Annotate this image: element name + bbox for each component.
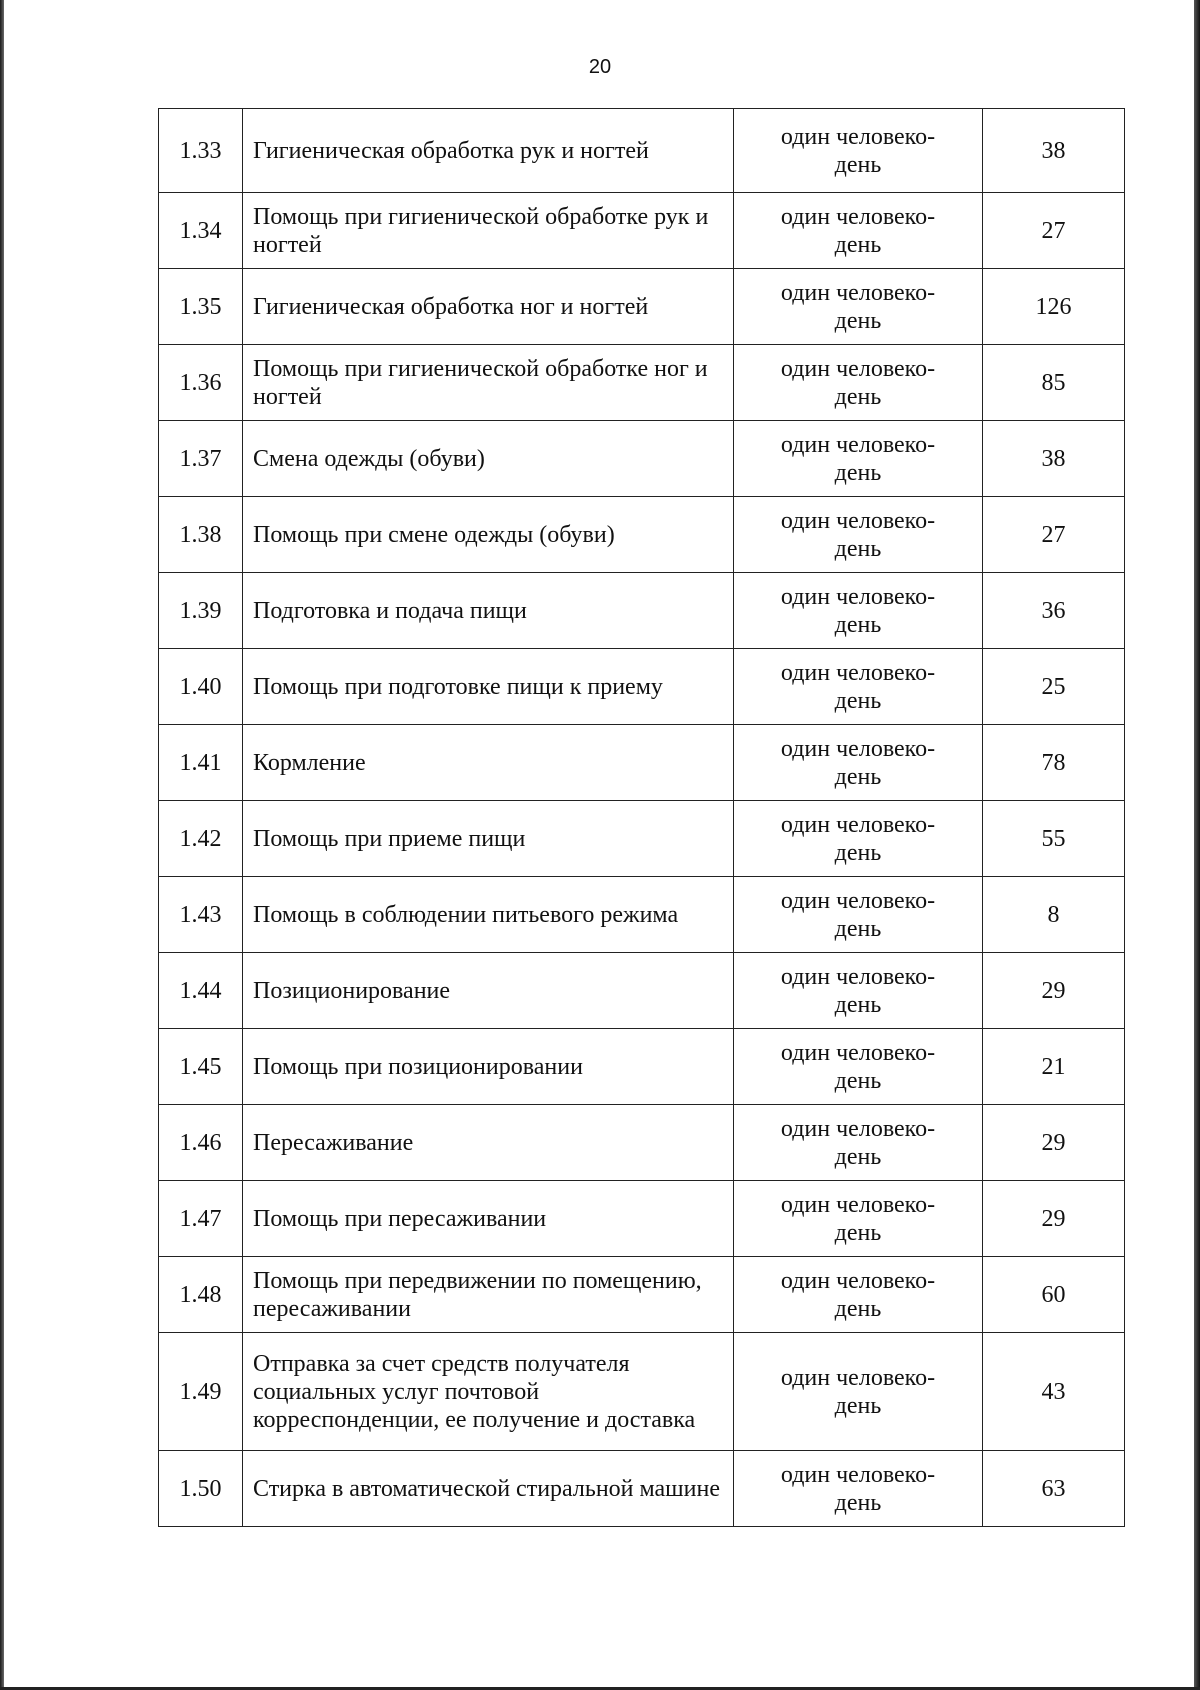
- unit-cell: [734, 801, 983, 877]
- row-number-cell: 1.43: [159, 877, 243, 953]
- table-row: [159, 1451, 1125, 1527]
- price-cell: 8: [983, 877, 1125, 953]
- service-name-cell: Помощь в соблюдении питьевого режима: [243, 877, 734, 953]
- unit-line: день: [834, 459, 882, 486]
- price-cell: 63: [983, 1451, 1125, 1527]
- unit-cell: [734, 1105, 983, 1181]
- price-cell: 29: [983, 953, 1125, 1029]
- unit-cell: [734, 573, 983, 649]
- table-row: [159, 1181, 1125, 1257]
- unit-line: день: [834, 611, 882, 638]
- price-cell: 60: [983, 1257, 1125, 1333]
- table-row: [159, 801, 1125, 877]
- unit-cell: [734, 877, 983, 953]
- row-number-cell: 1.42: [159, 801, 243, 877]
- row-number-cell: 1.45: [159, 1029, 243, 1105]
- unit-line: один человеко-: [780, 811, 936, 838]
- service-name-cell: Помощь при смене одежды (обуви): [243, 497, 734, 573]
- table-row: [159, 1333, 1125, 1451]
- unit-cell: [734, 725, 983, 801]
- service-name-cell: Кормление: [243, 725, 734, 801]
- unit-line: один человеко-: [780, 887, 936, 914]
- services-table-body: [159, 109, 1125, 1527]
- row-number-cell: 1.46: [159, 1105, 243, 1181]
- services-table: [158, 108, 1125, 1527]
- unit-line: один человеко-: [780, 1461, 936, 1488]
- service-name-cell: Помощь при приеме пищи: [243, 801, 734, 877]
- table-row: [159, 193, 1125, 269]
- scan-edge-left: [0, 0, 4, 1690]
- unit-line: один человеко-: [780, 583, 936, 610]
- table-row: [159, 725, 1125, 801]
- table-row: [159, 497, 1125, 573]
- service-name-cell: Помощь при гигиенической обработке ног и ногтей: [243, 345, 734, 421]
- price-cell: 85: [983, 345, 1125, 421]
- page-number: 20: [588, 56, 612, 78]
- price-cell: 21: [983, 1029, 1125, 1105]
- price-cell: 78: [983, 725, 1125, 801]
- unit-line: один человеко-: [780, 431, 936, 458]
- row-number-cell: 1.39: [159, 573, 243, 649]
- table-row: [159, 1029, 1125, 1105]
- unit-line: один человеко-: [780, 735, 936, 762]
- price-cell: 27: [983, 193, 1125, 269]
- row-number-cell: 1.48: [159, 1257, 243, 1333]
- unit-cell: [734, 193, 983, 269]
- unit-line: день: [834, 231, 882, 258]
- unit-line: день: [834, 687, 882, 714]
- unit-line: день: [834, 535, 882, 562]
- table-row: [159, 269, 1125, 345]
- unit-cell: [734, 269, 983, 345]
- price-cell: 43: [983, 1333, 1125, 1451]
- unit-line: один человеко-: [780, 1039, 936, 1066]
- unit-line: день: [834, 1392, 882, 1419]
- row-number-cell: 1.37: [159, 421, 243, 497]
- service-name-cell: Подготовка и подача пищи: [243, 573, 734, 649]
- price-cell: 25: [983, 649, 1125, 725]
- row-number-cell: 1.47: [159, 1181, 243, 1257]
- row-number-cell: 1.49: [159, 1333, 243, 1451]
- unit-line: один человеко-: [780, 659, 936, 686]
- unit-cell: [734, 953, 983, 1029]
- table-row: [159, 109, 1125, 193]
- unit-line: день: [834, 1067, 882, 1094]
- price-cell: 29: [983, 1181, 1125, 1257]
- service-name-cell: Пересаживание: [243, 1105, 734, 1181]
- price-cell: 126: [983, 269, 1125, 345]
- price-cell: 38: [983, 109, 1125, 193]
- price-cell: 29: [983, 1105, 1125, 1181]
- unit-line: день: [834, 1143, 882, 1170]
- unit-line: день: [834, 151, 882, 178]
- scan-edge-right: [1194, 0, 1200, 1690]
- row-number-cell: 1.40: [159, 649, 243, 725]
- price-cell: 27: [983, 497, 1125, 573]
- unit-cell: [734, 109, 983, 193]
- unit-cell: [734, 345, 983, 421]
- service-name-cell: Помощь при передвижении по помещению, пересаживании: [243, 1257, 734, 1333]
- row-number-cell: 1.35: [159, 269, 243, 345]
- unit-line: день: [834, 915, 882, 942]
- unit-line: один человеко-: [780, 1267, 936, 1294]
- unit-cell: [734, 649, 983, 725]
- table-row: [159, 953, 1125, 1029]
- table-row: [159, 1257, 1125, 1333]
- unit-line: один человеко-: [780, 963, 936, 990]
- price-cell: 38: [983, 421, 1125, 497]
- service-name-cell: Гигиеническая обработка ног и ногтей: [243, 269, 734, 345]
- service-name-cell: Стирка в автоматической стиральной машине: [243, 1451, 734, 1527]
- table-row: [159, 1105, 1125, 1181]
- service-name-cell: Помощь при гигиенической обработке рук и ногтей: [243, 193, 734, 269]
- service-name-cell: Помощь при позиционировании: [243, 1029, 734, 1105]
- unit-line: один человеко-: [780, 507, 936, 534]
- row-number-cell: 1.36: [159, 345, 243, 421]
- price-cell: 36: [983, 573, 1125, 649]
- unit-line: один человеко-: [780, 355, 936, 382]
- table-row: [159, 345, 1125, 421]
- service-name-cell: Отправка за счет средств получателя социальных услуг почтовой корреспонденции, ее получение и доставка: [243, 1333, 734, 1451]
- unit-line: один человеко-: [780, 1191, 936, 1218]
- service-name-cell: Позиционирование: [243, 953, 734, 1029]
- row-number-cell: 1.34: [159, 193, 243, 269]
- unit-line: день: [834, 307, 882, 334]
- service-name-cell: Гигиеническая обработка рук и ногтей: [243, 109, 734, 193]
- unit-line: один человеко-: [780, 123, 936, 150]
- unit-cell: [734, 1451, 983, 1527]
- unit-line: день: [834, 763, 882, 790]
- unit-line: день: [834, 991, 882, 1018]
- unit-line: день: [834, 383, 882, 410]
- unit-cell: [734, 497, 983, 573]
- unit-line: один человеко-: [780, 279, 936, 306]
- unit-cell: [734, 421, 983, 497]
- unit-cell: [734, 1333, 983, 1451]
- price-cell: 55: [983, 801, 1125, 877]
- service-name-cell: Помощь при подготовке пищи к приему: [243, 649, 734, 725]
- table-row: [159, 649, 1125, 725]
- table-row: [159, 877, 1125, 953]
- unit-line: один человеко-: [780, 203, 936, 230]
- unit-line: один человеко-: [780, 1115, 936, 1142]
- service-name-cell: Помощь при пересаживании: [243, 1181, 734, 1257]
- row-number-cell: 1.41: [159, 725, 243, 801]
- unit-line: один человеко-: [780, 1364, 936, 1391]
- table-row: [159, 573, 1125, 649]
- service-name-cell: Смена одежды (обуви): [243, 421, 734, 497]
- unit-cell: [734, 1029, 983, 1105]
- row-number-cell: 1.38: [159, 497, 243, 573]
- unit-line: день: [834, 839, 882, 866]
- unit-cell: [734, 1181, 983, 1257]
- row-number-cell: 1.33: [159, 109, 243, 193]
- row-number-cell: 1.44: [159, 953, 243, 1029]
- table-row: [159, 421, 1125, 497]
- unit-line: день: [834, 1295, 882, 1322]
- unit-line: день: [834, 1219, 882, 1246]
- unit-line: день: [834, 1489, 882, 1516]
- unit-cell: [734, 1257, 983, 1333]
- row-number-cell: 1.50: [159, 1451, 243, 1527]
